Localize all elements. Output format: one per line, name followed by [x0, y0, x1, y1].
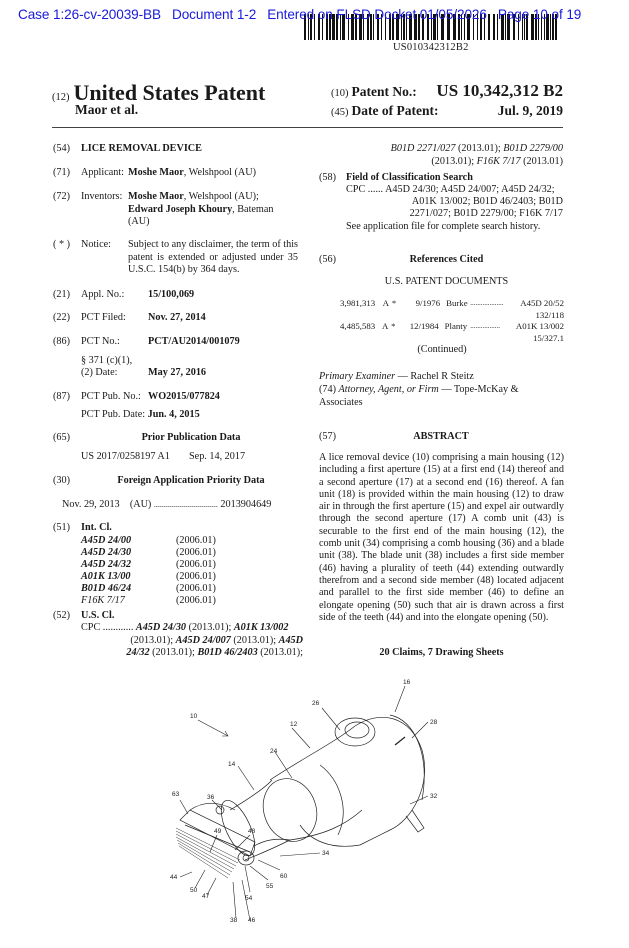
int-cl-row: [81, 547, 216, 559]
attorney: [319, 384, 519, 397]
arrow-line: [198, 720, 228, 736]
leader-line: [212, 800, 222, 810]
reference-row: [340, 321, 564, 344]
references-table: [340, 298, 564, 344]
applicant-name: Moshe Maor: [128, 167, 184, 178]
ref-label: 12: [290, 721, 298, 728]
reference-class: A45D 20/52: [520, 298, 564, 308]
int-cl-row: [81, 535, 216, 547]
date-of-patent-value: Jul. 9, 2019: [497, 103, 563, 118]
reference-class-secondary: 15/327.1: [532, 332, 564, 343]
document-kind-text: United States Patent: [73, 80, 266, 105]
int-cl-version: (2006.01): [176, 583, 216, 595]
ref-label: 36: [207, 794, 215, 801]
field-search-line: 2271/027; B01D 2279/00; F16K 7/17: [409, 208, 563, 219]
patent-number-value: US 10,342,312 B2: [436, 81, 563, 100]
cpc-code: 24/32: [126, 647, 150, 659]
int-cl-version: (2006.01): [176, 535, 216, 546]
int-cl-code: F16K 7/17: [81, 595, 125, 607]
reference-kind: A: [382, 298, 389, 308]
cpc-code: A45D 24/007: [175, 634, 231, 646]
cpc-code: F16K 7/17: [476, 155, 521, 167]
inid-code: (57): [319, 431, 336, 442]
field-search-heading: Field of Classification Search: [346, 172, 473, 183]
comb-knob-center: [243, 855, 249, 861]
authors: Maor et al.: [75, 102, 139, 117]
foreign-priority-country: (AU): [129, 499, 152, 510]
notice-text: Subject to any disclaimer, the term of this patent is extended or adjusted under 35 U.S.C. 154(b) by 364 days.: [128, 239, 298, 276]
ref-label: 10: [190, 713, 198, 720]
foreign-priority-date: Nov. 29, 2013: [62, 499, 120, 510]
ref-label: 24: [270, 748, 278, 755]
int-cl-code: A45D 24/30: [81, 547, 132, 559]
cpc-code: B01D 46/2403: [197, 647, 258, 659]
ref-label: 60: [280, 873, 288, 880]
applicant-place: , Welshpool (AU): [183, 167, 257, 178]
cpc-code: B01D 2279/00: [503, 143, 563, 154]
inid-code: (74): [319, 384, 336, 395]
cpc-version: (2013.01): [520, 155, 563, 167]
cpc-version: (2013.01);: [455, 143, 504, 154]
references-continued: (Continued): [417, 344, 467, 355]
primary-examiner: [319, 371, 474, 384]
inventors-value: [128, 191, 303, 229]
cpc-code: A01K 13/002: [233, 622, 289, 633]
leader-line: [245, 866, 250, 892]
header-divider: [52, 127, 563, 128]
us-cl-heading: U.S. Cl.: [81, 610, 115, 621]
foreign-priority-row: [62, 499, 271, 512]
cpc-version: (2013.01);: [130, 634, 176, 646]
pct-filed-value: Nov. 27, 2014: [148, 312, 206, 323]
int-cl-code: A01K 13/00: [81, 571, 131, 583]
pct-pub-no-label: PCT Pub. No.:: [81, 391, 141, 402]
leader-dots: ...................: [470, 299, 504, 307]
leader-line: [275, 752, 292, 778]
abstract-heading: ABSTRACT: [413, 431, 469, 442]
pct-pub-date: [81, 409, 200, 422]
inid-code: (30): [53, 475, 70, 486]
leader-line: [180, 872, 192, 877]
inventors-label: Inventors:: [81, 191, 123, 202]
inid-code: (10): [331, 88, 349, 99]
cpc-label: CPC ............: [81, 622, 134, 633]
ref-label: 26: [312, 700, 320, 707]
prior-publication-number: US 2017/0258197 A1: [81, 451, 170, 462]
neck-top: [230, 780, 272, 810]
references-heading: References Cited: [409, 254, 484, 265]
pct-filed-label: PCT Filed:: [81, 312, 126, 323]
inid-code: (21): [53, 289, 70, 300]
inid-code: (58): [319, 172, 336, 183]
leader-line: [395, 686, 405, 712]
barcode-number: US010342312B2: [393, 42, 469, 53]
int-cl-code: A45D 24/32: [81, 559, 132, 571]
cpc-version: (2013.01);: [149, 647, 198, 659]
inventor-name: Moshe Maor: [128, 191, 184, 202]
reference-name: Burke: [446, 298, 468, 308]
us-cl-continued: [330, 143, 563, 168]
prior-publication-date: Sep. 14, 2017: [189, 451, 246, 462]
references-subheading: U.S. PATENT DOCUMENTS: [384, 276, 509, 287]
reference-class: A01K 13/002: [515, 321, 564, 331]
reference-row: [340, 298, 564, 321]
rear-vent-ring: [390, 715, 424, 800]
date-of-patent-label: Date of Patent:: [351, 103, 439, 118]
inid-code: (45): [331, 107, 349, 118]
leader-dots: ................................: [153, 500, 218, 509]
inid-code: (52): [53, 610, 70, 621]
applicant-value: [128, 167, 256, 180]
body-contour: [320, 765, 343, 835]
pct-no-value: PCT/AU2014/001079: [148, 336, 240, 347]
attorney-value-cont: Associates: [319, 397, 363, 408]
reference-numerals: [170, 679, 438, 924]
field-search-line: CPC ...... A45D 24/30; A45D 24/007; A45D 24/32;: [346, 184, 555, 195]
inid-code: (72): [53, 191, 70, 202]
int-cl-row: [81, 595, 216, 607]
foreign-priority-number: 2013904649: [220, 499, 272, 510]
foreign-priority-heading: Foreign Application Priority Data: [117, 475, 265, 486]
prior-publication-heading: Prior Publication Data: [141, 432, 241, 443]
appl-no-label: Appl. No.:: [81, 289, 125, 300]
date-of-patent: [331, 103, 563, 119]
ref-label: 47: [202, 893, 210, 900]
attorney-value: — Tope-McKay &: [438, 384, 519, 395]
invention-title: LICE REMOVAL DEVICE: [81, 143, 202, 154]
reference-star: *: [391, 298, 397, 308]
leader-line: [322, 708, 340, 730]
ref-label: 54: [245, 895, 253, 902]
int-cl-row: [81, 583, 216, 595]
pct-pub-no-value: WO2015/077824: [148, 391, 220, 402]
ref-label: 16: [403, 679, 411, 686]
ref-label: 28: [430, 719, 438, 726]
cpc-code: A45D 24/30: [135, 622, 187, 633]
rear-lever: [395, 737, 405, 745]
int-cl-list: [81, 535, 216, 608]
fan-badge: [216, 806, 224, 814]
ref-label: 34: [322, 850, 330, 857]
leader-line: [180, 800, 188, 814]
abstract-text: A lice removal device (10) comprising a main housing (12) including a first aperture (15) at a first end (14) thereof and a second aperture (17) at a second end (16) thereof. A fan unit (18) is provided within the main housing (12) to draw air in through the first aperture (15) and expel air outwardly through the second aperture (17) A comb unit (43) is securable to the first end of the main housing (12), the comb unit (34) comprising a comb housing (36) and a blade unit (38). The blade unit (38) includes a first side member (46) having a plurality of teeth (44) extending outwardly therefrom and a second side member (48) located adjacent and parallel to the first side member (46) to define an elongate opening (50) such that air is drawn across a first side of the teeth (44) and into the elongate opening (50).: [319, 452, 564, 623]
cpc-version: (2013.01);: [186, 622, 234, 633]
leader-line: [258, 860, 280, 870]
leader-line: [250, 866, 268, 880]
s371-label: § 371 (c)(1),: [81, 355, 133, 366]
cpc-version: (2013.01);: [230, 634, 279, 646]
int-cl-heading: Int. Cl.: [81, 522, 112, 533]
handle-tab: [406, 810, 424, 832]
field-search-note: See application file for complete search history.: [346, 221, 541, 232]
pct-pub-date-label: PCT Pub. Date:: [81, 409, 146, 420]
body-top-edge: [270, 726, 355, 780]
neck-bottom: [245, 840, 290, 860]
ref-label: 49: [214, 828, 222, 835]
inid-code: (51): [53, 522, 70, 533]
leader-line: [280, 853, 320, 856]
us-cl-cpc: [81, 622, 303, 660]
cpc-code: B01D 2271/027: [390, 143, 456, 154]
inid-code: (86): [53, 336, 70, 347]
attorney-label: Attorney, Agent, or Firm: [338, 384, 439, 395]
reference-number: 3,981,313: [340, 298, 376, 308]
reference-date: 9/1976: [415, 298, 441, 308]
leader-dots: .................: [470, 322, 500, 330]
reference-class-secondary: 132/118: [535, 309, 564, 320]
pct-pub-date-value: Jun. 4, 2015: [147, 409, 200, 420]
reference-star: *: [391, 321, 396, 331]
ref-label: 55: [266, 883, 274, 890]
inid-code: (56): [319, 254, 336, 265]
applicant-label: Applicant:: [81, 167, 125, 178]
int-cl-code: B01D 46/24: [81, 583, 132, 595]
int-cl-version: (2006.01): [176, 559, 216, 571]
inid-code: (54): [53, 143, 70, 154]
comb-teeth: [176, 828, 240, 878]
claims-count: 20 Claims, 7 Drawing Sheets: [379, 647, 504, 658]
leader-line: [238, 766, 254, 790]
cpc-code: A45D: [278, 634, 303, 646]
int-cl-version: (2006.01): [176, 595, 216, 607]
patent-number: [331, 81, 563, 100]
s371-date-value: May 27, 2016: [148, 367, 207, 378]
s371-date-label: (2) Date:: [81, 367, 118, 378]
field-search-line: A01K 13/002; B01D 46/2403; B01D: [411, 196, 563, 207]
ref-label: 46: [248, 917, 256, 924]
ref-label: 63: [172, 791, 180, 798]
inid-code: (22): [53, 312, 70, 323]
reference-name: Planty: [444, 321, 468, 331]
patent-drawing-figure: [150, 670, 460, 940]
rear-housing-outline: [300, 717, 425, 846]
reference-number: 4,485,583: [340, 321, 376, 331]
ref-label: 14: [228, 761, 236, 768]
leader-line: [235, 835, 250, 850]
body-bottom-edge: [290, 810, 362, 840]
inid-code: (12): [52, 92, 70, 103]
ref-label: 48: [248, 828, 256, 835]
int-cl-version: (2006.01): [176, 547, 216, 559]
ref-label: 50: [190, 887, 198, 894]
int-cl-version: (2006.01): [176, 571, 216, 583]
comb-housing-top: [190, 803, 235, 810]
primary-examiner-label: Primary Examiner: [319, 371, 396, 382]
leader-line: [195, 870, 205, 888]
notice-label: Notice:: [81, 239, 111, 250]
leader-line: [292, 728, 310, 748]
inventor-place: , Bateman: [232, 203, 274, 215]
leader-line: [233, 882, 236, 918]
reference-date: 12/1984: [409, 321, 439, 331]
int-cl-row: [81, 559, 216, 571]
patent-number-label: Patent No.:: [351, 84, 417, 99]
inid-code: ( * ): [53, 239, 70, 250]
int-cl-code: A45D 24/00: [81, 535, 132, 546]
ref-label: 38: [230, 917, 238, 924]
leader-line: [412, 722, 428, 738]
comb-knob: [238, 851, 254, 865]
pct-no-label: PCT No.:: [81, 336, 120, 347]
cpc-version: (2013.01);: [257, 647, 303, 659]
inventor-name: Edward Joseph Khoury: [128, 203, 233, 215]
appl-no-value: 15/100,069: [148, 289, 195, 300]
court-case-header: Case 1:26-cv-20039-BB Document 1-2 Entered on FLSD Docket 01/05/2026 Page 10 of 19: [18, 7, 582, 22]
inventor-place: , Welshpool (AU);: [183, 191, 259, 202]
inid-code: (71): [53, 167, 70, 178]
ref-label: 32: [430, 793, 438, 800]
int-cl-row: [81, 571, 216, 583]
ref-label: 44: [170, 874, 178, 881]
reference-kind: A: [382, 321, 389, 331]
primary-examiner-value: — Rachel R Steitz: [395, 371, 474, 382]
cpc-version: (2013.01);: [431, 155, 477, 167]
body-ring: [255, 771, 326, 849]
inid-code: (87): [53, 391, 70, 402]
inid-code: (65): [53, 432, 70, 443]
inventor-place: (AU): [128, 216, 150, 228]
